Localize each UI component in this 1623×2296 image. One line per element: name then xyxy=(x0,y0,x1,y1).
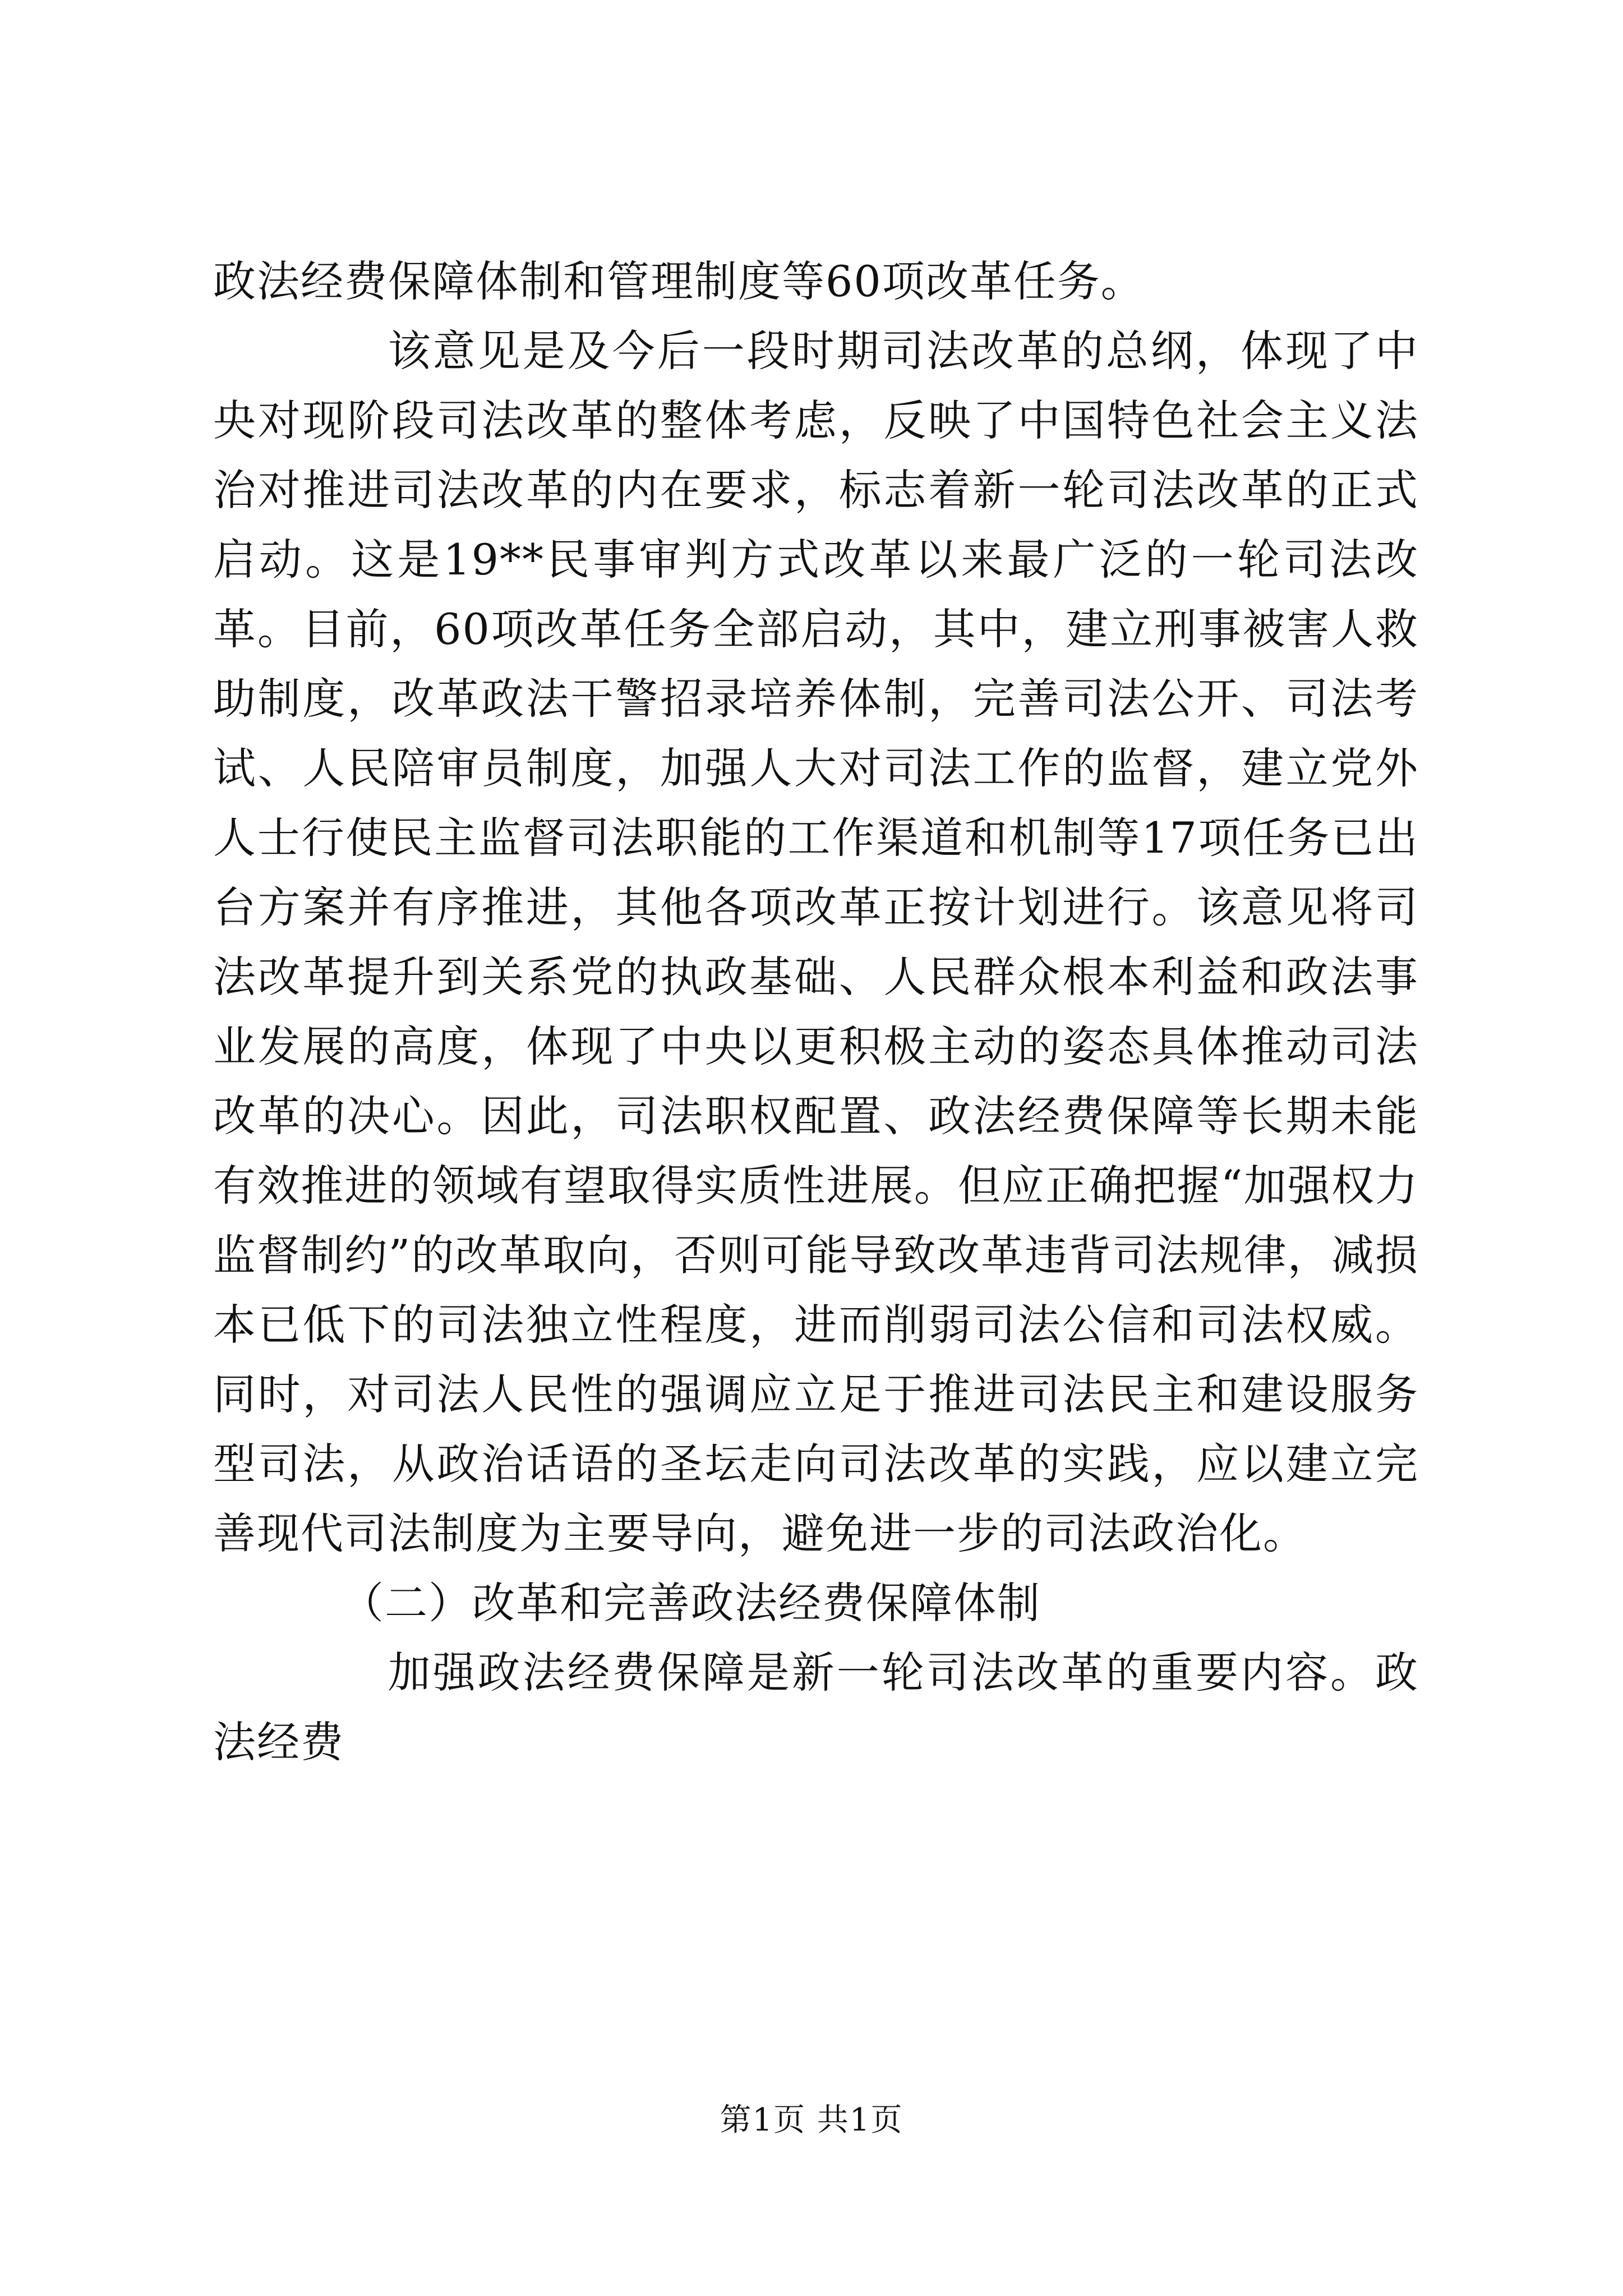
paragraph-continuation: 政法经费保障体制和管理制度等60项改革任务。 xyxy=(213,256,1145,306)
paragraph-main: 该意见是及今后一段时期司法改革的总纲，体现了中央对现阶段司法改革的整体考虑，反映了中国特色社会主义法治对推进司法改革的内在要求，标志着新一轮司法改革的正式启动。这是19**民事审判方式改革以来最广泛的一轮司法改革。目前，60项改革任务全部启动，其中，建立刑事被害人救助制度，改革政法干警招录培养体制，完善司法公开、司法考试、人民陪审员制度，加强人大对司法工作的监督，建立党外人士行使民主监督司法职能的工作渠道和机制等17项任务已出台方案并有序推进，其他各项改革正按计划进行。该意见将司法改革提升到关系党的执政基础、人民群众根本利益和政法事业发展的高度，体现了中央以更积极主动的姿态具体推动司法改革的决心。因此，司法职权配置、政法经费保障等长期未能有效推进的领域有望取得实质性进展。但应正确把握“加强权力监督制约”的改革取向，否则可能导致改革违背司法规律，减损本已低下的司法独立性程度，进而削弱司法公信和司法权威。同时，对司法人民性的强调应立足于推进司法民主和建设服务型司法，从政治话语的圣坛走向司法改革的实践，应以建立完善现代司法制度为主要导向，避免进一步的司法政治化。 xyxy=(213,326,1419,1558)
page-footer: 第1页 共1页 xyxy=(720,2102,903,2138)
paragraph-last: 加强政法经费保障是新一轮司法改革的重要内容。政法经费 xyxy=(213,1648,1419,1767)
document-body xyxy=(213,247,1419,1777)
section-heading: （二）改革和完善政法经费保障体制 xyxy=(341,1578,1041,1628)
